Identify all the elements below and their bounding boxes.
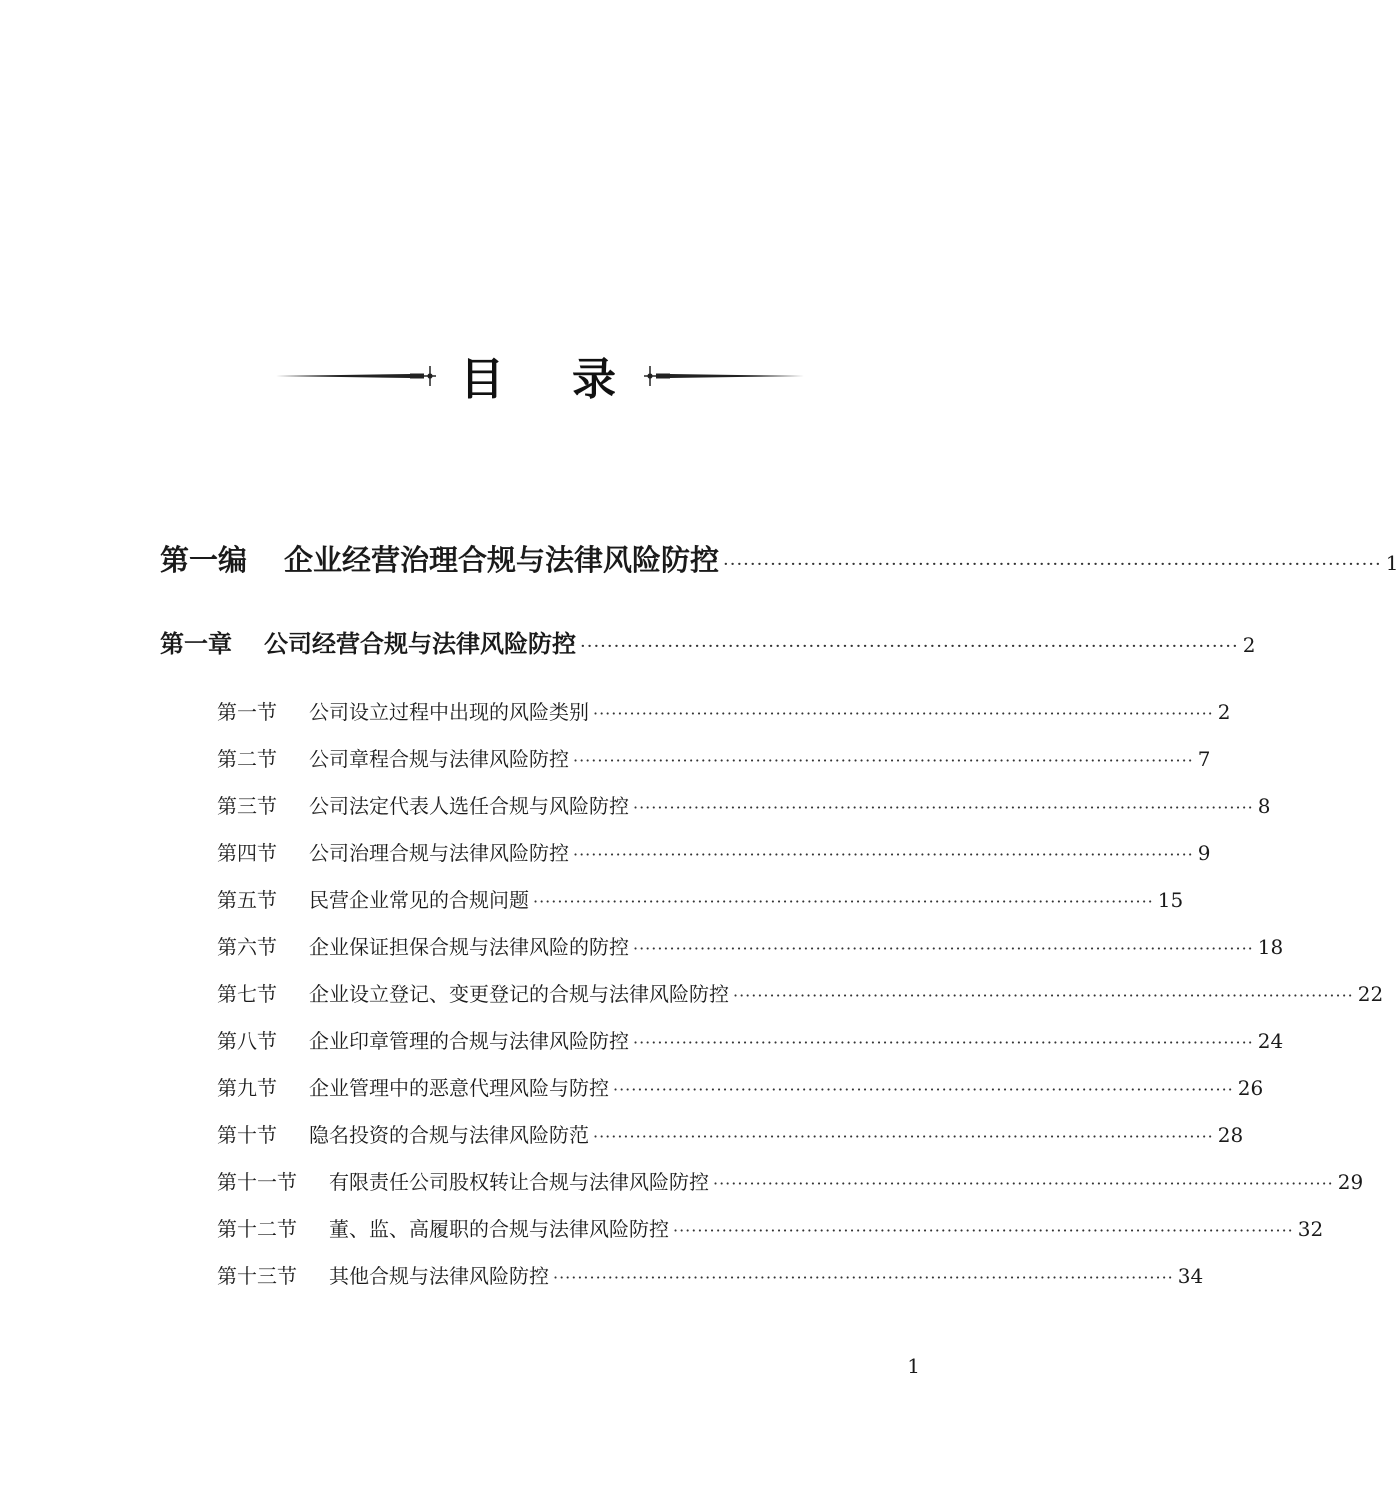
footer-page-number: 1 (907, 1354, 920, 1378)
section-title: 董、监、高履职的合规与法律风险防控 (329, 1217, 669, 1241)
dot-leader: ······································································································ (713, 1174, 1334, 1193)
toc-title-char-1: 目 (460, 354, 504, 405)
chapter-title: 公司经营合规与法律风险防控 (264, 630, 576, 658)
part-title: 企业经营治理合规与法律风险防控 (284, 543, 720, 577)
section-page-number: 22 (1357, 982, 1384, 1006)
dot-leader: ······································································································ (593, 704, 1214, 723)
toc-section-entry[interactable] (217, 1166, 1364, 1200)
section-title: 企业管理中的恶意代理风险与防控 (309, 1076, 609, 1100)
toc-section-entry[interactable] (217, 837, 1211, 871)
section-label: 第三节 (217, 794, 277, 818)
section-page-number: 2 (1217, 700, 1231, 724)
toc-section-entry[interactable] (217, 1119, 1244, 1153)
section-page-number: 18 (1257, 935, 1284, 959)
toc-chapter-entry[interactable] (160, 624, 1256, 667)
section-label: 第七节 (217, 982, 277, 1006)
section-label: 第六节 (217, 935, 277, 959)
section-page-number: 29 (1337, 1170, 1364, 1194)
section-title: 民营企业常见的合规问题 (309, 888, 529, 912)
dot-leader: ·································································································· (723, 554, 1382, 575)
section-page-number: 28 (1217, 1123, 1244, 1147)
toc-section-entry[interactable] (217, 696, 1231, 730)
section-title: 隐名投资的合规与法律风险防范 (309, 1123, 589, 1147)
toc-section-entry[interactable] (217, 978, 1384, 1012)
section-title: 公司法定代表人选任合规与风险防控 (309, 794, 629, 818)
section-label: 第十三节 (217, 1264, 297, 1288)
section-label: 第一节 (217, 700, 277, 724)
dot-leader: ······································································································ (633, 798, 1254, 817)
dot-leader: ······································································································ (673, 1221, 1294, 1240)
toc-section-entry[interactable] (217, 884, 1184, 918)
chapter-page-number: 2 (1242, 633, 1256, 657)
section-label: 第二节 (217, 747, 277, 771)
toc-section-entry[interactable] (217, 790, 1271, 824)
dot-leader: ·································································································· (580, 636, 1239, 657)
dot-leader: ······································································································ (533, 892, 1154, 911)
dot-leader: ······································································································ (593, 1127, 1214, 1146)
title-ornament (270, 352, 810, 412)
toc-section-entry[interactable] (217, 1213, 1324, 1247)
part-page-number: 1 (1385, 551, 1398, 575)
toc-section-entry[interactable] (217, 931, 1284, 965)
section-label: 第十一节 (217, 1170, 297, 1194)
dot-leader: ······································································································ (573, 845, 1194, 864)
section-page-number: 8 (1257, 794, 1271, 818)
dot-leader: ······································································································ (613, 1080, 1234, 1099)
section-label: 第八节 (217, 1029, 277, 1053)
section-page-number: 34 (1177, 1264, 1204, 1288)
section-title: 公司设立过程中出现的风险类别 (309, 700, 589, 724)
section-page-number: 9 (1197, 841, 1211, 865)
section-page-number: 32 (1297, 1217, 1324, 1241)
toc-section-entry[interactable] (217, 1072, 1264, 1106)
section-page-number: 7 (1197, 747, 1211, 771)
toc-title-char-2: 录 (572, 354, 616, 405)
section-title: 企业印章管理的合规与法律风险防控 (309, 1029, 629, 1053)
section-page-number: 15 (1157, 888, 1184, 912)
ornament-lines-icon (270, 352, 810, 412)
dot-leader: ······································································································ (633, 939, 1254, 958)
section-title: 公司章程合规与法律风险防控 (309, 747, 569, 771)
section-title: 有限责任公司股权转让合规与法律风险防控 (329, 1170, 709, 1194)
section-label: 第十节 (217, 1123, 277, 1147)
dot-leader: ······································································································ (553, 1268, 1174, 1287)
chapter-label: 第一章 (160, 630, 232, 658)
section-label: 第十二节 (217, 1217, 297, 1241)
toc-section-entry[interactable] (217, 1025, 1284, 1059)
toc-section-entry[interactable] (217, 1260, 1204, 1294)
toc-part-entry[interactable] (160, 538, 1398, 587)
toc-section-entry[interactable] (217, 743, 1211, 777)
section-page-number: 26 (1237, 1076, 1264, 1100)
section-label: 第四节 (217, 841, 277, 865)
section-title: 公司治理合规与法律风险防控 (309, 841, 569, 865)
dot-leader: ······································································································ (733, 986, 1354, 1005)
section-title: 企业保证担保合规与法律风险的防控 (309, 935, 629, 959)
dot-leader: ······································································································ (573, 751, 1194, 770)
dot-leader: ······································································································ (633, 1033, 1254, 1052)
section-label: 第五节 (217, 888, 277, 912)
section-label: 第九节 (217, 1076, 277, 1100)
section-title: 其他合规与法律风险防控 (329, 1264, 549, 1288)
section-title: 企业设立登记、变更登记的合规与法律风险防控 (309, 982, 729, 1006)
part-label: 第一编 (160, 543, 248, 577)
section-page-number: 24 (1257, 1029, 1284, 1053)
